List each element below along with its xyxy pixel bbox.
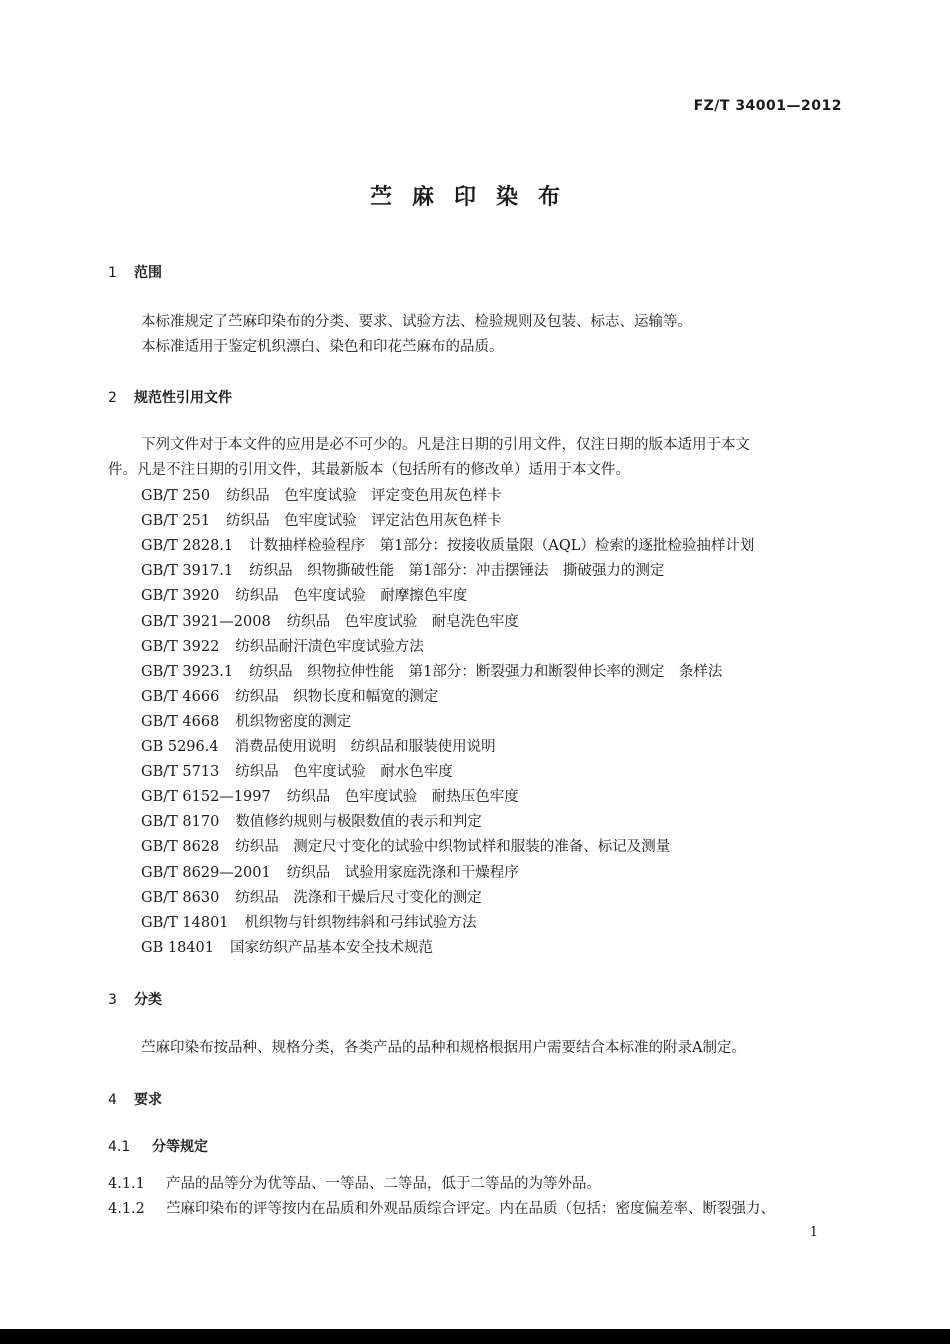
clause [108, 1172, 601, 1193]
reference-item [141, 911, 477, 932]
reference-code: GB/T 8170 [141, 814, 220, 831]
reference-code: GB 18401 [141, 939, 214, 956]
reference-code: GB/T 14801 [141, 914, 229, 931]
reference-title: 消费品使用说明 纺织品和服装使用说明 [234, 739, 496, 755]
reference-code: GB/T 2828.1 [141, 538, 234, 555]
section-2-heading [108, 387, 232, 407]
reference-code: GB/T 3921—2008 [141, 613, 271, 630]
subsection-number: 4.1 [108, 1139, 131, 1155]
section-2-intro: 下列文件对于本文件的应用是必不可少的。凡是注日期的引用文件，仅注日期的版本适用于本文 [141, 437, 750, 453]
reference-code: GB/T 8629—2001 [141, 864, 271, 881]
reference-item [141, 861, 519, 882]
reference-item [141, 886, 482, 907]
reference-title: 纺织品 色牢度试验 耐皂洗色牢度 [286, 613, 519, 630]
reference-code: GB/T 3920 [141, 588, 220, 605]
section-1-heading [108, 262, 162, 282]
reference-title: 纺织品耐汗渍色牢度试验方法 [235, 638, 424, 655]
subsection-4-1-heading [108, 1136, 208, 1156]
clause [108, 1197, 775, 1218]
reference-title: 计数抽样检验程序 第1部分：按接收质量限（AQL）检索的逐批检验抽样计划 [249, 538, 755, 555]
section-number: 2 [108, 390, 117, 406]
reference-code: GB/T 251 [141, 513, 211, 530]
reference-title: 纺织品 试验用家庭洗涤和干燥程序 [286, 864, 519, 881]
reference-item [141, 660, 722, 681]
section-2-intro: 件。凡是不注日期的引用文件，其最新版本（包括所有的修改单）适用于本文件。 [108, 462, 630, 478]
reference-item [141, 635, 424, 656]
reference-code: GB/T 3923.1 [141, 663, 234, 680]
section-3-paragraph: 苎麻印染布按品种、规格分类，各类产品的品种和规格根据用户需要结合本标准的附录A制定。 [141, 1040, 746, 1056]
section-number: 1 [108, 265, 117, 281]
reference-title: 纺织品 织物长度和幅宽的测定 [235, 688, 439, 705]
section-1-paragraph: 本标准适用于鉴定机织漂白、染色和印花苎麻布的品质。 [141, 339, 504, 355]
reference-item [141, 810, 482, 831]
reference-code: GB/T 4666 [141, 688, 220, 705]
reference-item [141, 584, 467, 605]
reference-code: GB/T 3922 [141, 638, 220, 655]
reference-item [141, 509, 502, 530]
reference-title: 纺织品 色牢度试验 耐水色牢度 [235, 764, 453, 781]
subsection-title: 分等规定 [152, 1139, 208, 1155]
reference-item [141, 936, 433, 957]
section-title: 规范性引用文件 [134, 390, 232, 406]
reference-title: 国家纺织产品基本安全技术规范 [229, 939, 433, 956]
reference-code: GB/T 4668 [141, 713, 220, 730]
clause-number: 4.1.1 [108, 1176, 145, 1192]
reference-title: 机织物与针织物纬斜和弓纬试验方法 [244, 914, 477, 931]
reference-title: 纺织品 织物拉伸性能 第1部分：断裂强力和断裂伸长率的测定 条样法 [249, 663, 723, 680]
section-title: 分类 [134, 992, 162, 1008]
reference-code: GB/T 8630 [141, 889, 220, 906]
section-1-paragraph: 本标准规定了苎麻印染布的分类、要求、试验方法、检验规则及包装、标志、运输等。 [141, 314, 692, 330]
reference-item [141, 559, 664, 580]
reference-title: 数值修约规则与极限数值的表示和判定 [235, 814, 482, 831]
reference-item [141, 785, 519, 806]
section-4-heading [108, 1089, 162, 1109]
section-number: 4 [108, 1092, 117, 1108]
reference-item [141, 710, 351, 731]
section-number: 3 [108, 992, 117, 1008]
reference-code: GB/T 5713 [141, 764, 220, 781]
reference-title: 纺织品 洗涤和干燥后尺寸变化的测定 [235, 889, 482, 906]
clause-text: 产品的品等分为优等品、一等品、二等品，低于二等品的为等外品。 [166, 1176, 601, 1192]
standard-number: FZ/T 34001—2012 [693, 98, 842, 114]
reference-code: GB/T 250 [141, 488, 211, 504]
reference-code: GB/T 6152—1997 [141, 789, 271, 806]
reference-item [141, 685, 438, 706]
section-title: 要求 [134, 1092, 162, 1108]
reference-item [141, 484, 502, 505]
clause-text: 苎麻印染布的评等按内在品质和外观品质综合评定。内在品质（包括：密度偏差率、断裂强力、 [166, 1201, 775, 1217]
reference-code: GB 5296.4 [141, 739, 219, 755]
reference-item [141, 610, 519, 631]
reference-code: GB/T 3917.1 [141, 563, 234, 580]
reference-title: 纺织品 色牢度试验 评定沾色用灰色样卡 [226, 513, 502, 530]
section-title: 范围 [134, 265, 162, 281]
reference-title: 机织物密度的测定 [235, 713, 352, 730]
page-number: 1 [809, 1225, 818, 1240]
reference-code: GB/T 8628 [141, 839, 220, 856]
reference-item [141, 835, 670, 856]
reference-title: 纺织品 测定尺寸变化的试验中织物试样和服装的准备、标记及测量 [235, 839, 671, 856]
bottom-border [0, 1329, 950, 1344]
reference-title: 纺织品 织物撕破性能 第1部分：冲击摆锤法 撕破强力的测定 [249, 563, 665, 580]
reference-item [141, 534, 754, 555]
section-3-heading [108, 989, 162, 1009]
reference-title: 纺织品 色牢度试验 耐热压色牢度 [286, 789, 519, 806]
document-title: 苎麻印染布 [369, 185, 580, 210]
reference-item [141, 760, 453, 781]
reference-title: 纺织品 色牢度试验 评定变色用灰色样卡 [226, 488, 502, 504]
clause-number: 4.1.2 [108, 1201, 145, 1217]
reference-title: 纺织品 色牢度试验 耐摩擦色牢度 [235, 588, 468, 605]
reference-item [141, 735, 496, 756]
